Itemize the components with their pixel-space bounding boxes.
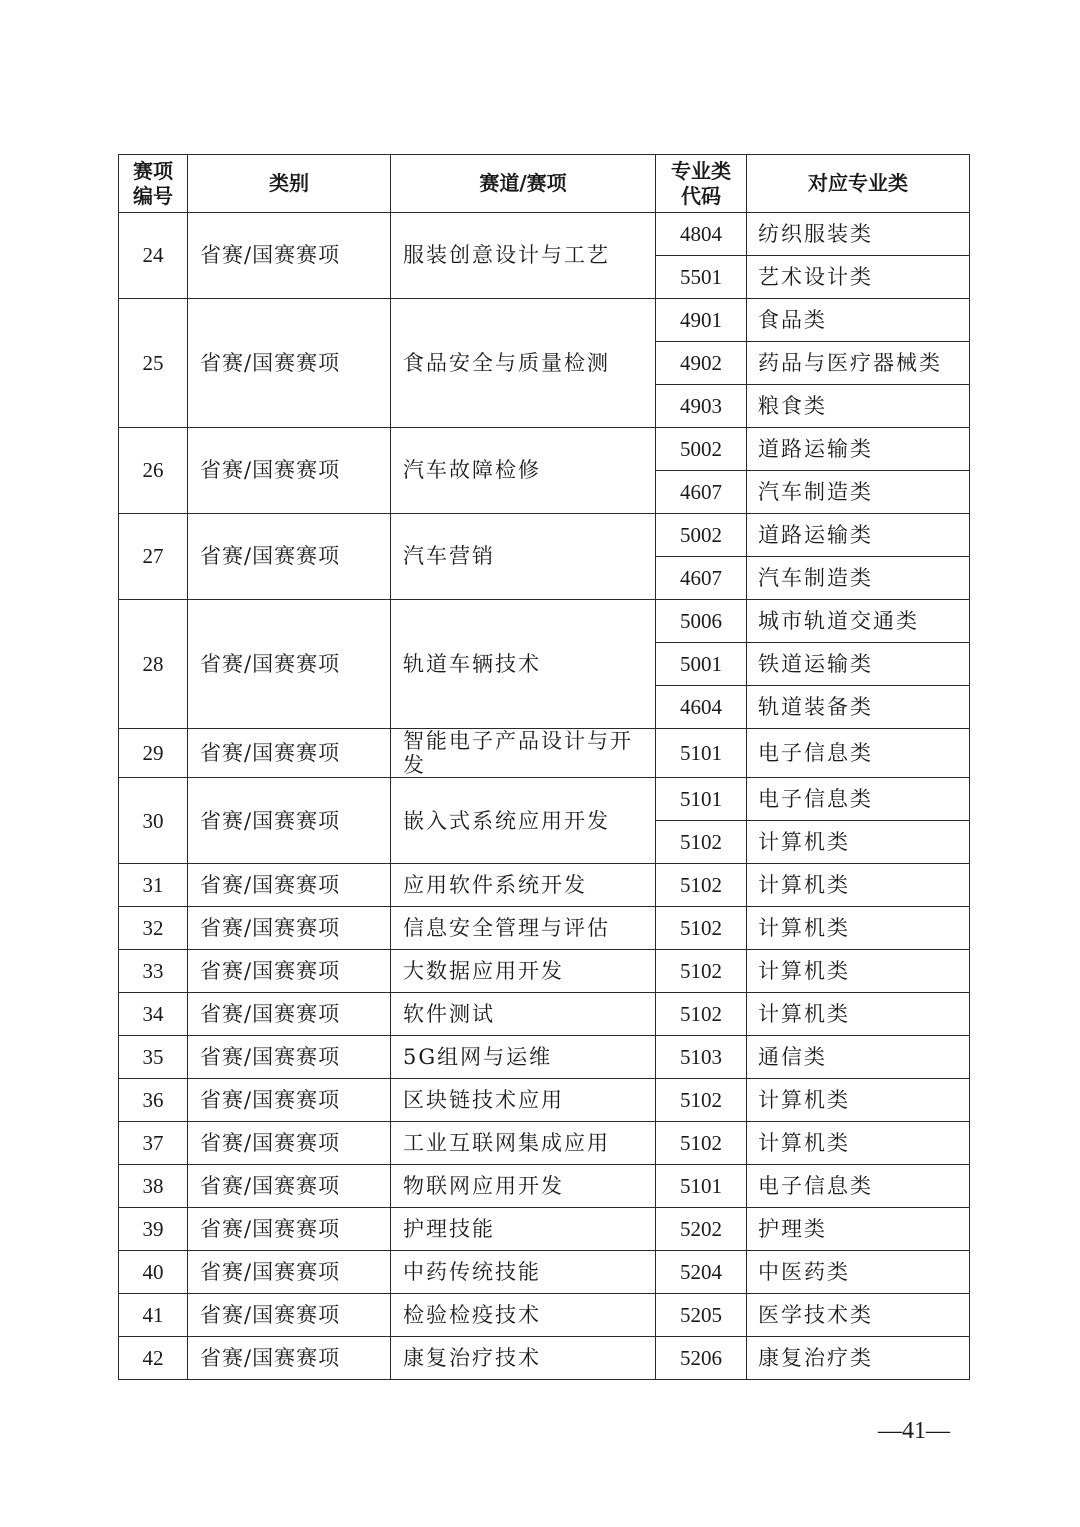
track-cell: 智能电子产品设计与开发: [391, 729, 656, 778]
header-major-code: [656, 155, 747, 213]
major-name-cell: 药品与医疗器械类: [747, 342, 970, 385]
major-name-cell: 电子信息类: [747, 778, 970, 821]
major-name-cell: 铁道运输类: [747, 643, 970, 686]
major-name-cell: 艺术设计类: [747, 256, 970, 299]
track-cell: 中药传统技能: [391, 1251, 656, 1294]
major-code-cell: 5102: [656, 993, 747, 1036]
track-cell: 食品安全与质量检测: [391, 299, 656, 428]
track-cell: 检验检疫技术: [391, 1294, 656, 1337]
track-cell: 护理技能: [391, 1208, 656, 1251]
event-number-cell: 26: [119, 428, 188, 514]
header-category: 类别: [188, 155, 391, 213]
table-row: [119, 778, 970, 821]
major-code-cell: 5001: [656, 643, 747, 686]
event-number-cell: 24: [119, 213, 188, 299]
table-row: [119, 907, 970, 950]
event-number-cell: 32: [119, 907, 188, 950]
event-number-cell: 25: [119, 299, 188, 428]
track-cell: 5G组网与运维: [391, 1036, 656, 1079]
major-name-cell: 计算机类: [747, 821, 970, 864]
major-name-cell: 计算机类: [747, 993, 970, 1036]
category-cell: 省赛/国赛赛项: [188, 1079, 391, 1122]
category-cell: 省赛/国赛赛项: [188, 428, 391, 514]
major-name-cell: 轨道装备类: [747, 686, 970, 729]
major-name-cell: 康复治疗类: [747, 1337, 970, 1380]
table-row: [119, 993, 970, 1036]
major-code-cell: 4902: [656, 342, 747, 385]
event-number-cell: 40: [119, 1251, 188, 1294]
major-name-cell: 医学技术类: [747, 1294, 970, 1337]
major-code-cell: 5006: [656, 600, 747, 643]
event-number-cell: 34: [119, 993, 188, 1036]
table-row: [119, 600, 970, 643]
competition-table: [118, 154, 970, 1380]
category-cell: 省赛/国赛赛项: [188, 778, 391, 864]
table-row: [119, 1208, 970, 1251]
table-row: [119, 1122, 970, 1165]
major-code-cell: 5204: [656, 1251, 747, 1294]
major-code-cell: 5102: [656, 1079, 747, 1122]
track-cell: 区块链技术应用: [391, 1079, 656, 1122]
track-cell: 康复治疗技术: [391, 1337, 656, 1380]
header-major-code-l2: 代码: [681, 183, 721, 208]
major-name-cell: 中医药类: [747, 1251, 970, 1294]
table-row: [119, 1251, 970, 1294]
event-number-cell: 35: [119, 1036, 188, 1079]
category-cell: 省赛/国赛赛项: [188, 299, 391, 428]
major-code-cell: 4604: [656, 686, 747, 729]
major-name-cell: 道路运输类: [747, 428, 970, 471]
major-code-cell: 5101: [656, 1165, 747, 1208]
event-number-cell: 42: [119, 1337, 188, 1380]
table-row: [119, 514, 970, 557]
major-name-cell: 道路运输类: [747, 514, 970, 557]
major-code-cell: 5102: [656, 1122, 747, 1165]
category-cell: 省赛/国赛赛项: [188, 1337, 391, 1380]
header-major: 对应专业类: [747, 155, 970, 213]
major-name-cell: 食品类: [747, 299, 970, 342]
table-row: [119, 1036, 970, 1079]
category-cell: 省赛/国赛赛项: [188, 1165, 391, 1208]
major-code-cell: 5101: [656, 729, 747, 778]
event-number-cell: 30: [119, 778, 188, 864]
track-cell: 大数据应用开发: [391, 950, 656, 993]
major-name-cell: 计算机类: [747, 907, 970, 950]
major-code-cell: 5103: [656, 1036, 747, 1079]
major-code-cell: 5206: [656, 1337, 747, 1380]
major-name-cell: 通信类: [747, 1036, 970, 1079]
category-cell: 省赛/国赛赛项: [188, 864, 391, 907]
major-name-cell: 计算机类: [747, 1079, 970, 1122]
major-code-cell: 5102: [656, 950, 747, 993]
major-code-cell: 5205: [656, 1294, 747, 1337]
track-cell: 汽车营销: [391, 514, 656, 600]
table-row: [119, 1165, 970, 1208]
major-code-cell: 4901: [656, 299, 747, 342]
major-name-cell: 粮食类: [747, 385, 970, 428]
event-number-cell: 37: [119, 1122, 188, 1165]
category-cell: 省赛/国赛赛项: [188, 514, 391, 600]
category-cell: 省赛/国赛赛项: [188, 1122, 391, 1165]
track-cell: 物联网应用开发: [391, 1165, 656, 1208]
category-cell: 省赛/国赛赛项: [188, 1036, 391, 1079]
event-number-cell: 29: [119, 729, 188, 778]
major-code-cell: 5102: [656, 907, 747, 950]
major-code-cell: 5102: [656, 864, 747, 907]
category-cell: 省赛/国赛赛项: [188, 1251, 391, 1294]
category-cell: 省赛/国赛赛项: [188, 1294, 391, 1337]
major-name-cell: 汽车制造类: [747, 557, 970, 600]
event-number-cell: 36: [119, 1079, 188, 1122]
event-number-cell: 33: [119, 950, 188, 993]
table-row: [119, 864, 970, 907]
major-code-cell: 5501: [656, 256, 747, 299]
header-track: 赛道/赛项: [391, 155, 656, 213]
table-row: [119, 213, 970, 256]
table-body: [119, 213, 970, 1380]
major-name-cell: 电子信息类: [747, 1165, 970, 1208]
table-row: [119, 1337, 970, 1380]
major-code-cell: 4607: [656, 471, 747, 514]
event-number-cell: 41: [119, 1294, 188, 1337]
major-name-cell: 计算机类: [747, 950, 970, 993]
table-row: [119, 1294, 970, 1337]
major-name-cell: 城市轨道交通类: [747, 600, 970, 643]
major-code-cell: 4903: [656, 385, 747, 428]
major-name-cell: 汽车制造类: [747, 471, 970, 514]
category-cell: 省赛/国赛赛项: [188, 950, 391, 993]
event-number-cell: 28: [119, 600, 188, 729]
header-event-number: [119, 155, 188, 213]
major-code-cell: 5002: [656, 514, 747, 557]
track-cell: 服装创意设计与工艺: [391, 213, 656, 299]
header-event-number-l1: 赛项: [133, 158, 173, 183]
category-cell: 省赛/国赛赛项: [188, 1208, 391, 1251]
track-cell: 轨道车辆技术: [391, 600, 656, 729]
table-row: [119, 428, 970, 471]
table-row: [119, 950, 970, 993]
track-cell: 软件测试: [391, 993, 656, 1036]
category-cell: 省赛/国赛赛项: [188, 213, 391, 299]
category-cell: 省赛/国赛赛项: [188, 993, 391, 1036]
event-number-cell: 27: [119, 514, 188, 600]
major-name-cell: 电子信息类: [747, 729, 970, 778]
major-name-cell: 计算机类: [747, 1122, 970, 1165]
event-number-cell: 31: [119, 864, 188, 907]
track-cell: 信息安全管理与评估: [391, 907, 656, 950]
event-number-cell: 39: [119, 1208, 188, 1251]
major-code-cell: 5101: [656, 778, 747, 821]
category-cell: 省赛/国赛赛项: [188, 729, 391, 778]
major-code-cell: 5002: [656, 428, 747, 471]
header-row: [119, 155, 970, 213]
category-cell: 省赛/国赛赛项: [188, 600, 391, 729]
major-code-cell: 4607: [656, 557, 747, 600]
page-number: —41—: [878, 1418, 950, 1444]
header-major-code-l1: 专业类: [671, 158, 731, 183]
table-row: [119, 729, 970, 778]
major-code-cell: 5202: [656, 1208, 747, 1251]
table-row: [119, 299, 970, 342]
event-number-cell: 38: [119, 1165, 188, 1208]
track-cell: 应用软件系统开发: [391, 864, 656, 907]
major-name-cell: 护理类: [747, 1208, 970, 1251]
major-code-cell: 5102: [656, 821, 747, 864]
table-row: [119, 1079, 970, 1122]
major-name-cell: 计算机类: [747, 864, 970, 907]
table-header: [119, 155, 970, 213]
header-event-number-l2: 编号: [133, 183, 173, 208]
major-name-cell: 纺织服装类: [747, 213, 970, 256]
track-cell: 汽车故障检修: [391, 428, 656, 514]
category-cell: 省赛/国赛赛项: [188, 907, 391, 950]
major-code-cell: 4804: [656, 213, 747, 256]
track-cell: 工业互联网集成应用: [391, 1122, 656, 1165]
track-cell: 嵌入式系统应用开发: [391, 778, 656, 864]
